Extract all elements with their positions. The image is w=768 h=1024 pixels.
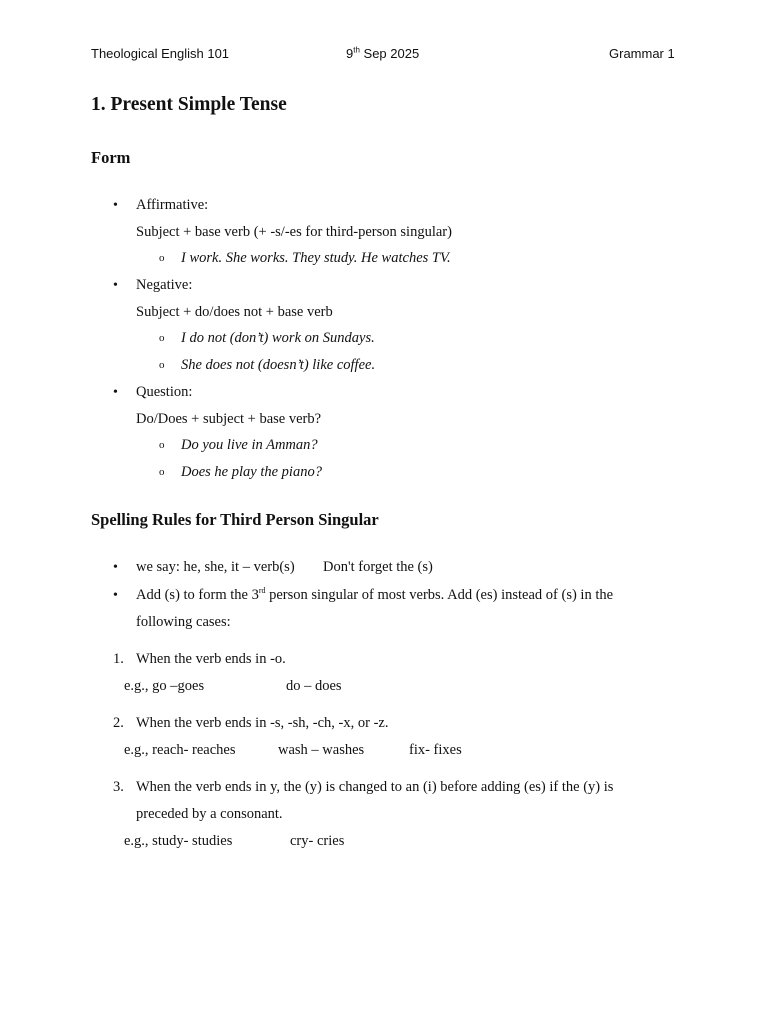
- section-title: 1. Present Simple Tense: [91, 94, 287, 115]
- form-heading: Form: [91, 148, 131, 167]
- rule-3-example-1: e.g., study- studies: [124, 833, 233, 849]
- rule-1-example-1: e.g., go –goes: [124, 678, 205, 694]
- negative-rule: Subject + do/does not + base verb: [136, 304, 333, 320]
- negative-label: Negative:: [136, 277, 193, 293]
- rule-number: 3.: [113, 779, 124, 795]
- circle-bullet-icon: o: [159, 359, 165, 371]
- header-date-suffix: th: [353, 45, 360, 55]
- rule-2-text: When the verb ends in -s, -sh, -ch, -x, or -z.: [136, 715, 389, 731]
- bullet-icon: •: [113, 588, 118, 603]
- bullet-icon: •: [113, 385, 118, 400]
- rule-2-example-2: wash – washes: [278, 742, 365, 758]
- circle-bullet-icon: o: [159, 252, 165, 264]
- rule-3-text-line1: When the verb ends in y, the (y) is changed to an (i) before adding (es) if the (y) is: [136, 779, 614, 795]
- question-example-1: Do you live in Amman?: [181, 437, 318, 453]
- header-lesson: Grammar 1: [609, 46, 675, 61]
- spelling-bullet-2-pre: Add (s) to form the 3: [136, 587, 259, 603]
- header-date-day: 9: [346, 46, 354, 61]
- circle-bullet-icon: o: [159, 439, 165, 451]
- bullet-icon: •: [113, 560, 118, 575]
- spelling-bullet-2-sup: rd: [258, 586, 266, 596]
- rule-1-example-2: do – does: [286, 678, 342, 694]
- rule-1-text: When the verb ends in -o.: [136, 651, 286, 667]
- affirmative-example: I work. She works. They study. He watches TV.: [181, 250, 451, 266]
- negative-example-2: She does not (doesn’t) like coffee.: [181, 357, 376, 373]
- rule-number: 2.: [113, 715, 124, 731]
- affirmative-rule: Subject + base verb (+ -s/-es for third-person singular): [136, 224, 452, 240]
- spelling-bullet-1b: Don't forget the (s): [323, 559, 433, 575]
- circle-bullet-icon: o: [159, 466, 165, 478]
- spelling-bullet-1a: we say: he, she, it – verb(s): [136, 559, 295, 575]
- spelling-bullet-2-line2: following cases:: [136, 614, 231, 630]
- rule-2-example-1: e.g., reach- reaches: [124, 742, 236, 758]
- question-example-2: Does he play the piano?: [181, 464, 322, 480]
- rule-3-text-line2: preceded by a consonant.: [136, 806, 283, 822]
- affirmative-label: Affirmative:: [136, 197, 209, 213]
- header-date: [346, 46, 419, 61]
- spelling-bullet-2-post: person singular of most verbs. Add (es) instead of (s) in the: [265, 587, 614, 603]
- rule-3-example-2: cry- cries: [290, 833, 345, 849]
- circle-bullet-icon: o: [159, 332, 165, 344]
- negative-example-1: I do not (don’t) work on Sundays.: [181, 330, 375, 346]
- header-date-rest: Sep 2025: [359, 46, 420, 61]
- rule-number: 1.: [113, 651, 124, 667]
- bullet-icon: •: [113, 278, 118, 293]
- spelling-bullet-2: [136, 587, 613, 604]
- question-label: Question:: [136, 384, 193, 400]
- bullet-icon: •: [113, 198, 118, 213]
- header-course-title: Theological English 101: [91, 46, 230, 61]
- rule-2-example-3: fix- fixes: [409, 742, 462, 758]
- question-rule: Do/Does + subject + base verb?: [136, 411, 322, 427]
- spelling-heading: Spelling Rules for Third Person Singular: [91, 510, 379, 529]
